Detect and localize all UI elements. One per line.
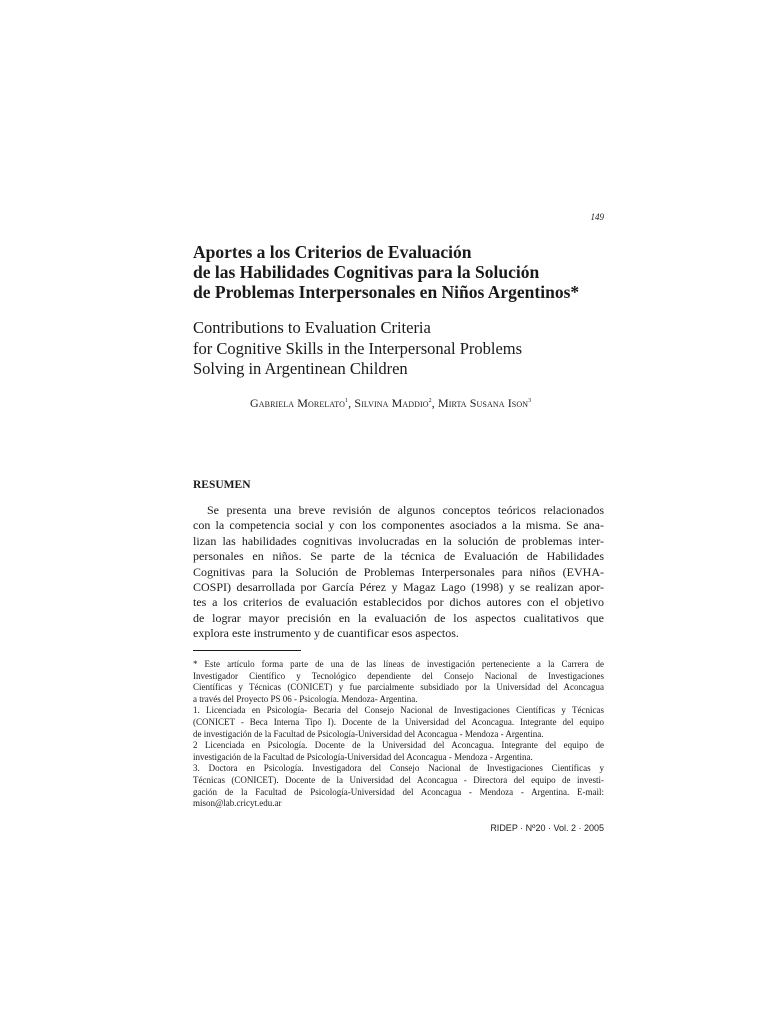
abstract-line: de lograr mayor precisión en la evaluación de los aspectos cualitativos que (193, 610, 604, 625)
author-footnote-mark: 2 (428, 398, 432, 404)
footnote-line: Técnicas (CONICET). Docente de la Universidad del Aconcagua - Directora del equipo de investi- (193, 774, 604, 785)
footnote-line: gación de la Facultad de Psicología-Universidad del Aconcagua - Mendoza - Argentina. E-mail: (193, 786, 604, 797)
author-list (250, 396, 610, 411)
abstract-line: explora este instrumento y de cuantificar esos aspectos. (193, 626, 459, 641)
author-footnote-mark: 1 (345, 398, 349, 404)
footnotes (193, 659, 604, 810)
footnote-line: de investigación de la Facultad de Psicología-Universidad del Aconcagua - Mendoza - Argentina. (193, 728, 544, 739)
article-title-spanish (193, 242, 623, 302)
article-title-english (193, 318, 623, 380)
abstract-line: COSPI) desarrollada por García Pérez y Magaz Lago (1998) y se realizan apor- (193, 580, 604, 595)
title-es-line: Aportes a los Criterios de Evaluación (193, 242, 472, 262)
footnote-line: 3. Doctora en Psicología. Investigadora del Consejo Nacional de Investigaciones Científicas y (193, 763, 604, 774)
title-en-line: for Cognitive Skills in the Interpersonal Problems (193, 338, 523, 358)
journal-footer: RIDEP · Nº20 · Vol. 2 · 2005 (490, 823, 604, 833)
abstract-line: lizan las habilidades cognitivas involucradas en la solución de problemas inter- (193, 533, 604, 548)
page-number: 149 (590, 212, 604, 222)
abstract-line: Cognitivas para la Solución de Problemas Interpersonales para niños (EVHA- (193, 564, 604, 579)
abstract-heading: RESUMEN (193, 479, 251, 491)
footnote-line: Científicas y Técnicas (CONICET) y fue parcialmente subsidiado por la Universidad del Aconcagua (193, 682, 604, 693)
title-es-line: de Problemas Interpersonales en Niños Argentinos* (193, 282, 580, 302)
title-es-line: de las Habilidades Cognitivas para la Solución (193, 262, 540, 282)
author-separator: , (431, 396, 438, 410)
footnote-divider (193, 650, 301, 651)
title-en-line: Contributions to Evaluation Criteria (193, 318, 431, 337)
abstract-line: Se presenta una breve revisión de algunos conceptos teóricos relacionados (207, 503, 604, 517)
abstract-line: con la competencia social y con los componentes asociados a la misma. Se ana- (193, 518, 604, 533)
footnote-line: 2 Licenciada en Psicología. Docente de la Universidad del Aconcagua. Integrante del equipo de (193, 740, 604, 751)
footnote-line: Investigador Científico y Tecnológico dependiente del Consejo Nacional de Investigaciones (193, 670, 604, 681)
footnote-line: * Este artículo forma parte de una de las líneas de investigación perteneciente a la Carrera de (193, 659, 604, 669)
author-name: Silvina Maddio (354, 396, 429, 410)
footnote-line: investigación de la Facultad de Psicología-Universidad del Aconcagua - Mendoza - Argentina. (193, 751, 533, 762)
abstract-line: personales en niños. Se parte de la técnica de Evaluación de Habilidades (193, 549, 604, 564)
footnote-line: a través del Proyecto PS 06 - Psicología. Mendoza- Argentina. (193, 693, 418, 704)
author-name: Gabriela Morelato (250, 396, 345, 410)
footnote-line: 1. Licenciada en Psicología- Becaria del Consejo Nacional de Investigaciones Científicas y Técnicas (193, 705, 604, 716)
author-name: Mirta Susana Ison (437, 396, 529, 410)
abstract-line: tes a los criterios de evaluación establecidos por dichos autores con el objetivo (193, 595, 604, 610)
author-footnote-mark: 3 (528, 398, 532, 404)
title-en-line: Solving in Argentinean Children (193, 359, 408, 378)
author-separator: , (348, 396, 355, 410)
footnote-line: mison@lab.cricyt.edu.ar (193, 798, 282, 809)
footnote-line: (CONICET - Beca Interna Tipo I). Docente de la Universidad del Aconcagua. Integrante del equipo (193, 716, 604, 727)
abstract-body (193, 503, 604, 642)
